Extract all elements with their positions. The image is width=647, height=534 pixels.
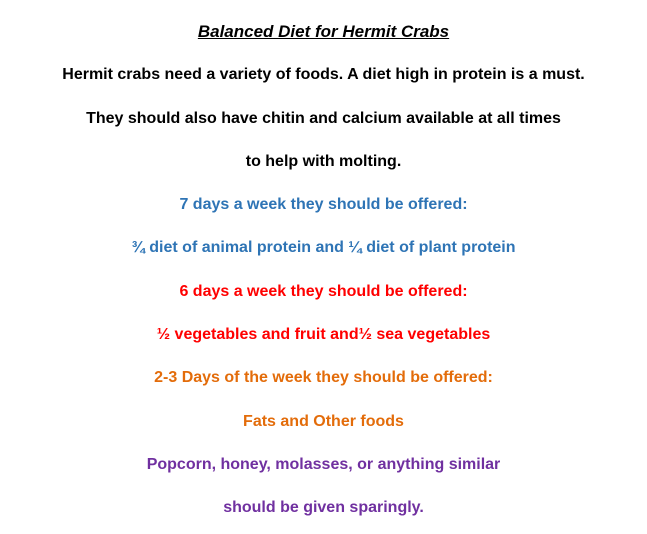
six-day-offer-detail: ½ vegetables and fruit and½ sea vegetables bbox=[156, 326, 491, 344]
six-day-offer-heading: 6 days a week they should be offered: bbox=[179, 282, 468, 300]
treats-line-2: should be given sparingly. bbox=[223, 499, 424, 517]
treats-line-1: Popcorn, honey, molasses, or anything similar bbox=[146, 455, 501, 473]
intro-line-1: Hermit crabs need a variety of foods. A diet high in protein is a must. bbox=[62, 66, 585, 84]
daily-offer-detail: ¾ diet of animal protein and ¼ diet of plant protein bbox=[131, 239, 516, 257]
intro-line-2: They should also have chitin and calcium available at all times bbox=[86, 109, 561, 127]
two-three-day-offer-detail: Fats and Other foods bbox=[243, 412, 404, 430]
two-three-day-offer-heading: 2-3 Days of the week they should be offered: bbox=[154, 369, 493, 387]
intro-line-3: to help with molting. bbox=[245, 152, 402, 170]
daily-offer-heading: 7 days a week they should be offered: bbox=[179, 196, 468, 214]
document-title: Balanced Diet for Hermit Crabs bbox=[197, 22, 450, 41]
